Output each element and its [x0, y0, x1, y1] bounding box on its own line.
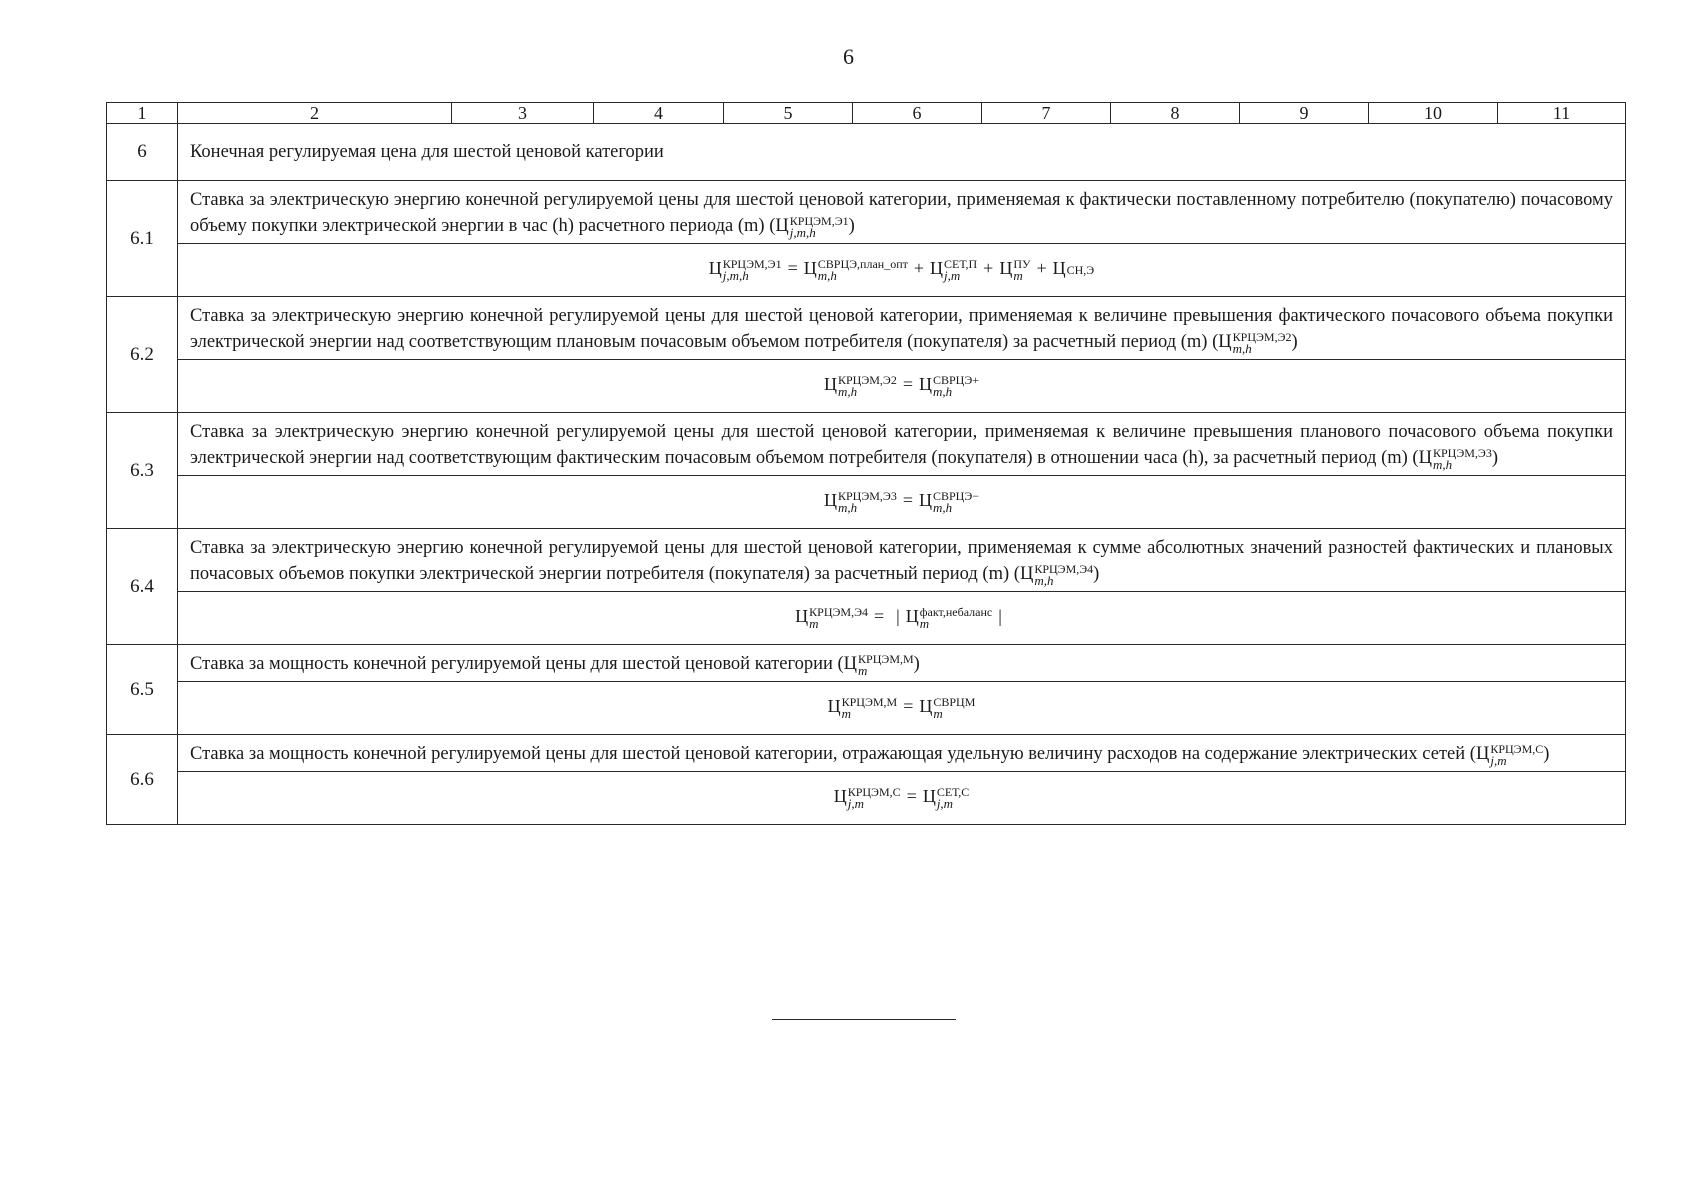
index-stack: [809, 606, 868, 630]
index-stack: [933, 696, 975, 720]
row-number: 6.5: [107, 645, 178, 735]
formula-operator: =: [903, 696, 914, 717]
math-term: [930, 257, 978, 283]
row-number: 6.1: [107, 181, 178, 297]
symbol-subscript: m: [858, 662, 868, 678]
formula-operator: +: [913, 258, 925, 279]
symbol-superscript: КРЦЭМ,Э4: [1034, 561, 1094, 576]
section-title: Конечная регулируемая цена для шестой ценовой категории: [178, 124, 1626, 181]
math-term: [1418, 445, 1492, 472]
symbol-base: Ц: [823, 374, 837, 395]
rate-description-row: [107, 297, 1626, 360]
index-stack: [723, 258, 782, 282]
math-term: [833, 785, 901, 811]
index-stack: [1233, 331, 1292, 355]
math-term: [827, 695, 898, 721]
column-number: 11: [1498, 103, 1626, 124]
end-rule: [772, 1019, 956, 1020]
formula-row: [107, 360, 1626, 413]
symbol-subscript: j,m: [936, 796, 954, 811]
symbol-superscript: КРЦЭМ,Э2: [837, 373, 897, 387]
rate-description-row: [107, 413, 1626, 476]
symbol-subscript: m,h: [837, 500, 858, 515]
symbol-superscript: КРЦЭМ,М: [841, 695, 898, 709]
index-stack: [933, 490, 979, 514]
section-row: [107, 124, 1626, 181]
description-text: Ставка за электрическую энергию конечной регулируемой цены для шестой ценовой категории, применяемая к величине превышения фактического почасового объема покупки электрической энергии над соответствующим плановым почасовым объемом потребителя (покупателя) за расчетный период (m): [190, 306, 1613, 352]
symbol-superscript: СВРЦМ: [933, 695, 976, 709]
symbol-base: Ц: [1019, 564, 1034, 584]
formula-operator: =: [902, 374, 913, 395]
formula-operator: =: [787, 258, 798, 279]
symbol-base: Ц: [1475, 744, 1490, 764]
math-term: [708, 257, 782, 283]
symbol-superscript: КРЦЭМ,Э1: [722, 257, 782, 271]
symbol-subscript: m: [1013, 268, 1023, 283]
symbol-subscript: j,m: [1490, 752, 1507, 768]
description-text: Ставка за мощность конечной регулируемой цены для шестой ценовой категории, отражающая удельную величину расходов на содержание электрических сетей: [190, 744, 1466, 764]
index-stack: [848, 786, 901, 810]
formula-operator: |: [998, 606, 1002, 627]
symbol-superscript: КРЦЭМ,Э3: [1432, 445, 1492, 460]
symbol-superscript: СВРЦЭ,план_опт: [817, 257, 908, 271]
formula: [178, 476, 1626, 529]
symbol-base: Ц: [1052, 258, 1066, 279]
page-number: 6: [843, 44, 854, 69]
rate-description-row: [107, 645, 1626, 682]
index-stack: [920, 606, 992, 630]
index-stack: [818, 258, 908, 282]
rate-description: Ставка за электрическую энергию конечной регулируемой цены для шестой ценовой категории, применяемая к сумме абсолютных значений разностей фактических и плановых почасовых объемов покупки электрической энергии потребителя (покупателя) за расчетный период (m) (Ц КРЦЭМ,Э4 m,h ): [178, 529, 1626, 592]
index-stack: [944, 258, 977, 282]
symbol-base: Ц: [918, 374, 932, 395]
formula-operator: =: [906, 786, 917, 807]
rate-description-row: [107, 181, 1626, 244]
formula-operator: +: [983, 258, 994, 279]
column-number: 4: [594, 103, 724, 124]
column-number: 2: [178, 103, 452, 124]
math-term: [918, 373, 980, 399]
math-term: [1218, 329, 1292, 356]
description-text: Ставка за электрическую энергию конечной регулируемой цены для шестой ценовой категории, применяемая к фактически поставленному потребителю (покупателю) почасовому объему покупки электрической энергии в час (h) расчетного периода (m): [190, 190, 1613, 236]
rate-description: Ставка за мощность конечной регулируемой цены для шестой ценовой категории (Ц КРЦЭМ,М m ): [178, 645, 1626, 682]
symbol-base: Ц: [1418, 448, 1432, 468]
symbol-subscript: m,h: [1232, 340, 1252, 356]
symbol-subscript: m,h: [817, 268, 837, 283]
symbol-subscript: j,m: [944, 268, 961, 283]
symbol-superscript: КРЦЭМ,Э3: [837, 489, 897, 503]
description-text: Ставка за электрическую энергию конечной регулируемой цены для шестой ценовой категории, применяемая к величине превышения планового почасового объема покупки электрической энергии над соответствующим фактическим почасовым объемом потребителя (покупателя) в отношении часа (h), за расчетный период (m): [190, 422, 1613, 468]
math-term: [803, 257, 908, 283]
math-term: [905, 605, 993, 631]
symbol-superscript: факт,небаланс: [919, 605, 993, 619]
symbol-subscript: m: [919, 616, 930, 631]
formula-operator: =: [902, 490, 913, 511]
column-number: 1: [107, 103, 178, 124]
column-number: 6: [853, 103, 982, 124]
symbol-superscript: СН,Э: [1066, 263, 1095, 277]
symbol-base: Ц: [827, 696, 841, 717]
description-text: Ставка за мощность конечной регулируемой цены для шестой ценовой категории: [190, 654, 833, 674]
rate-description: Ставка за мощность конечной регулируемой цены для шестой ценовой категории, отражающая удельную величину расходов на содержание электрических сетей (Ц КРЦЭМ,С j,m ): [178, 735, 1626, 772]
symbol-subscript: m: [809, 616, 819, 631]
symbol-superscript: КРЦЭМ,Э2: [1232, 329, 1292, 344]
math-term: [1475, 741, 1544, 768]
row-number: 6.2: [107, 297, 178, 413]
column-number: 3: [452, 103, 594, 124]
symbol-subscript: m: [933, 706, 943, 721]
symbol-superscript: ПУ: [1013, 257, 1031, 271]
math-term: [1019, 561, 1094, 588]
section-number: 6: [107, 124, 178, 181]
row-number: 6.4: [107, 529, 178, 645]
symbol-subscript: m,h: [1034, 572, 1054, 588]
symbol-base: Ц: [708, 258, 722, 279]
math-term: [918, 489, 980, 515]
rate-description-row: [107, 529, 1626, 592]
math-term: [823, 373, 897, 399]
symbol-base: Ц: [843, 654, 858, 674]
row-number: 6.3: [107, 413, 178, 529]
rate-description: Ставка за электрическую энергию конечной регулируемой цены для шестой ценовой категории, применяемая к величине превышения планового почасового объема покупки электрической энергии над соответствующим фактическим почасовым объемом потребителя (покупателя) в отношении часа (h), за расчетный период (m) (Ц КРЦЭМ,Э3 m,h ): [178, 413, 1626, 476]
index-stack: [1490, 743, 1543, 767]
symbol-superscript: КРЦЭМ,С: [847, 785, 901, 799]
formula-row: [107, 244, 1626, 297]
symbol-base: Ц: [823, 490, 837, 511]
column-number: 10: [1369, 103, 1498, 124]
symbol-base: Ц: [919, 696, 933, 717]
symbol-subscript: j,m: [847, 796, 864, 811]
symbol-base: Ц: [930, 258, 944, 279]
column-number: 5: [724, 103, 853, 124]
index-stack: [838, 374, 897, 398]
formula-row: [107, 592, 1626, 645]
column-number: 8: [1111, 103, 1240, 124]
index-stack: [1433, 447, 1492, 471]
index-stack: [838, 490, 897, 514]
index-stack: [933, 374, 979, 398]
math-term: [823, 489, 897, 515]
rate-description: Ставка за электрическую энергию конечной регулируемой цены для шестой ценовой категории, применяемая к величине превышения фактического почасового объема покупки электрической энергии над соответствующим плановым почасовым объемом потребителя (покупателя) за расчетный период (m) (Ц КРЦЭМ,Э2 m,h ): [178, 297, 1626, 360]
index-stack: [842, 696, 898, 720]
math-term: [922, 785, 970, 811]
index-stack: [1067, 264, 1095, 276]
index-stack: [937, 786, 969, 810]
formula: [178, 360, 1626, 413]
math-term: [843, 651, 914, 678]
symbol-base: Ц: [775, 216, 789, 236]
symbol-superscript: СВРЦЭ−: [932, 489, 980, 503]
symbol-subscript: j,m,h: [722, 268, 749, 283]
symbol-superscript: КРЦЭМ,Э1: [789, 213, 849, 228]
symbol-subscript: m,h: [932, 500, 953, 515]
symbol-subscript: m,h: [932, 384, 953, 399]
symbol-superscript: КРЦЭМ,М: [858, 651, 914, 666]
column-number: 7: [982, 103, 1111, 124]
symbol-base: Ц: [922, 786, 936, 807]
symbol-subscript: m,h: [1432, 456, 1453, 472]
column-number: 9: [1240, 103, 1369, 124]
formula-row: [107, 682, 1626, 735]
index-stack: [858, 653, 914, 677]
tariff-table: [106, 102, 1626, 825]
symbol-base: Ц: [803, 258, 817, 279]
symbol-superscript: СЕТ,П: [944, 257, 978, 271]
symbol-base: Ц: [905, 606, 919, 627]
formula-row: [107, 772, 1626, 825]
symbol-subscript: j,m,h: [789, 224, 816, 240]
row-number: 6.6: [107, 735, 178, 825]
column-number-row: [107, 103, 1626, 124]
index-stack: [790, 215, 849, 239]
formula-operator: =: [874, 606, 885, 627]
math-term: [795, 605, 868, 631]
symbol-base: Ц: [795, 606, 809, 627]
symbol-subscript: m: [841, 706, 851, 721]
symbol-base: Ц: [833, 786, 847, 807]
math-term: [1053, 258, 1095, 278]
symbol-superscript: СВРЦЭ+: [932, 373, 980, 387]
symbol-base: Ц: [918, 490, 932, 511]
formula: [178, 592, 1626, 645]
symbol-base: Ц: [1218, 332, 1232, 352]
formula: [178, 682, 1626, 735]
description-text: Ставка за электрическую энергию конечной регулируемой цены для шестой ценовой категории, применяемая к сумме абсолютных значений разностей фактических и плановых почасовых объемов покупки электрической энергии потребителя (покупателя) за расчетный период (m): [190, 538, 1613, 584]
symbol-base: Ц: [999, 258, 1013, 279]
index-stack: [1013, 258, 1030, 282]
formula: [178, 244, 1626, 297]
formula-operator: +: [1036, 258, 1047, 279]
formula-row: [107, 476, 1626, 529]
rate-description-row: [107, 735, 1626, 772]
index-stack: [1034, 563, 1093, 587]
symbol-superscript: СЕТ,С: [936, 785, 970, 799]
formula: [178, 772, 1626, 825]
formula-operator: |: [896, 606, 900, 627]
math-term: [919, 695, 976, 721]
symbol-subscript: m,h: [837, 384, 858, 399]
math-term: [775, 213, 849, 240]
rate-description: Ставка за электрическую энергию конечной регулируемой цены для шестой ценовой категории, применяемая к фактически поставленному потребителю (покупателю) почасовому объему покупки электрической энергии в час (h) расчетного периода (m) (Ц КРЦЭМ,Э1 j,m,h ): [178, 181, 1626, 244]
symbol-superscript: КРЦЭМ,Э4: [809, 605, 868, 619]
math-term: [999, 257, 1031, 283]
symbol-superscript: КРЦЭМ,С: [1490, 741, 1544, 756]
